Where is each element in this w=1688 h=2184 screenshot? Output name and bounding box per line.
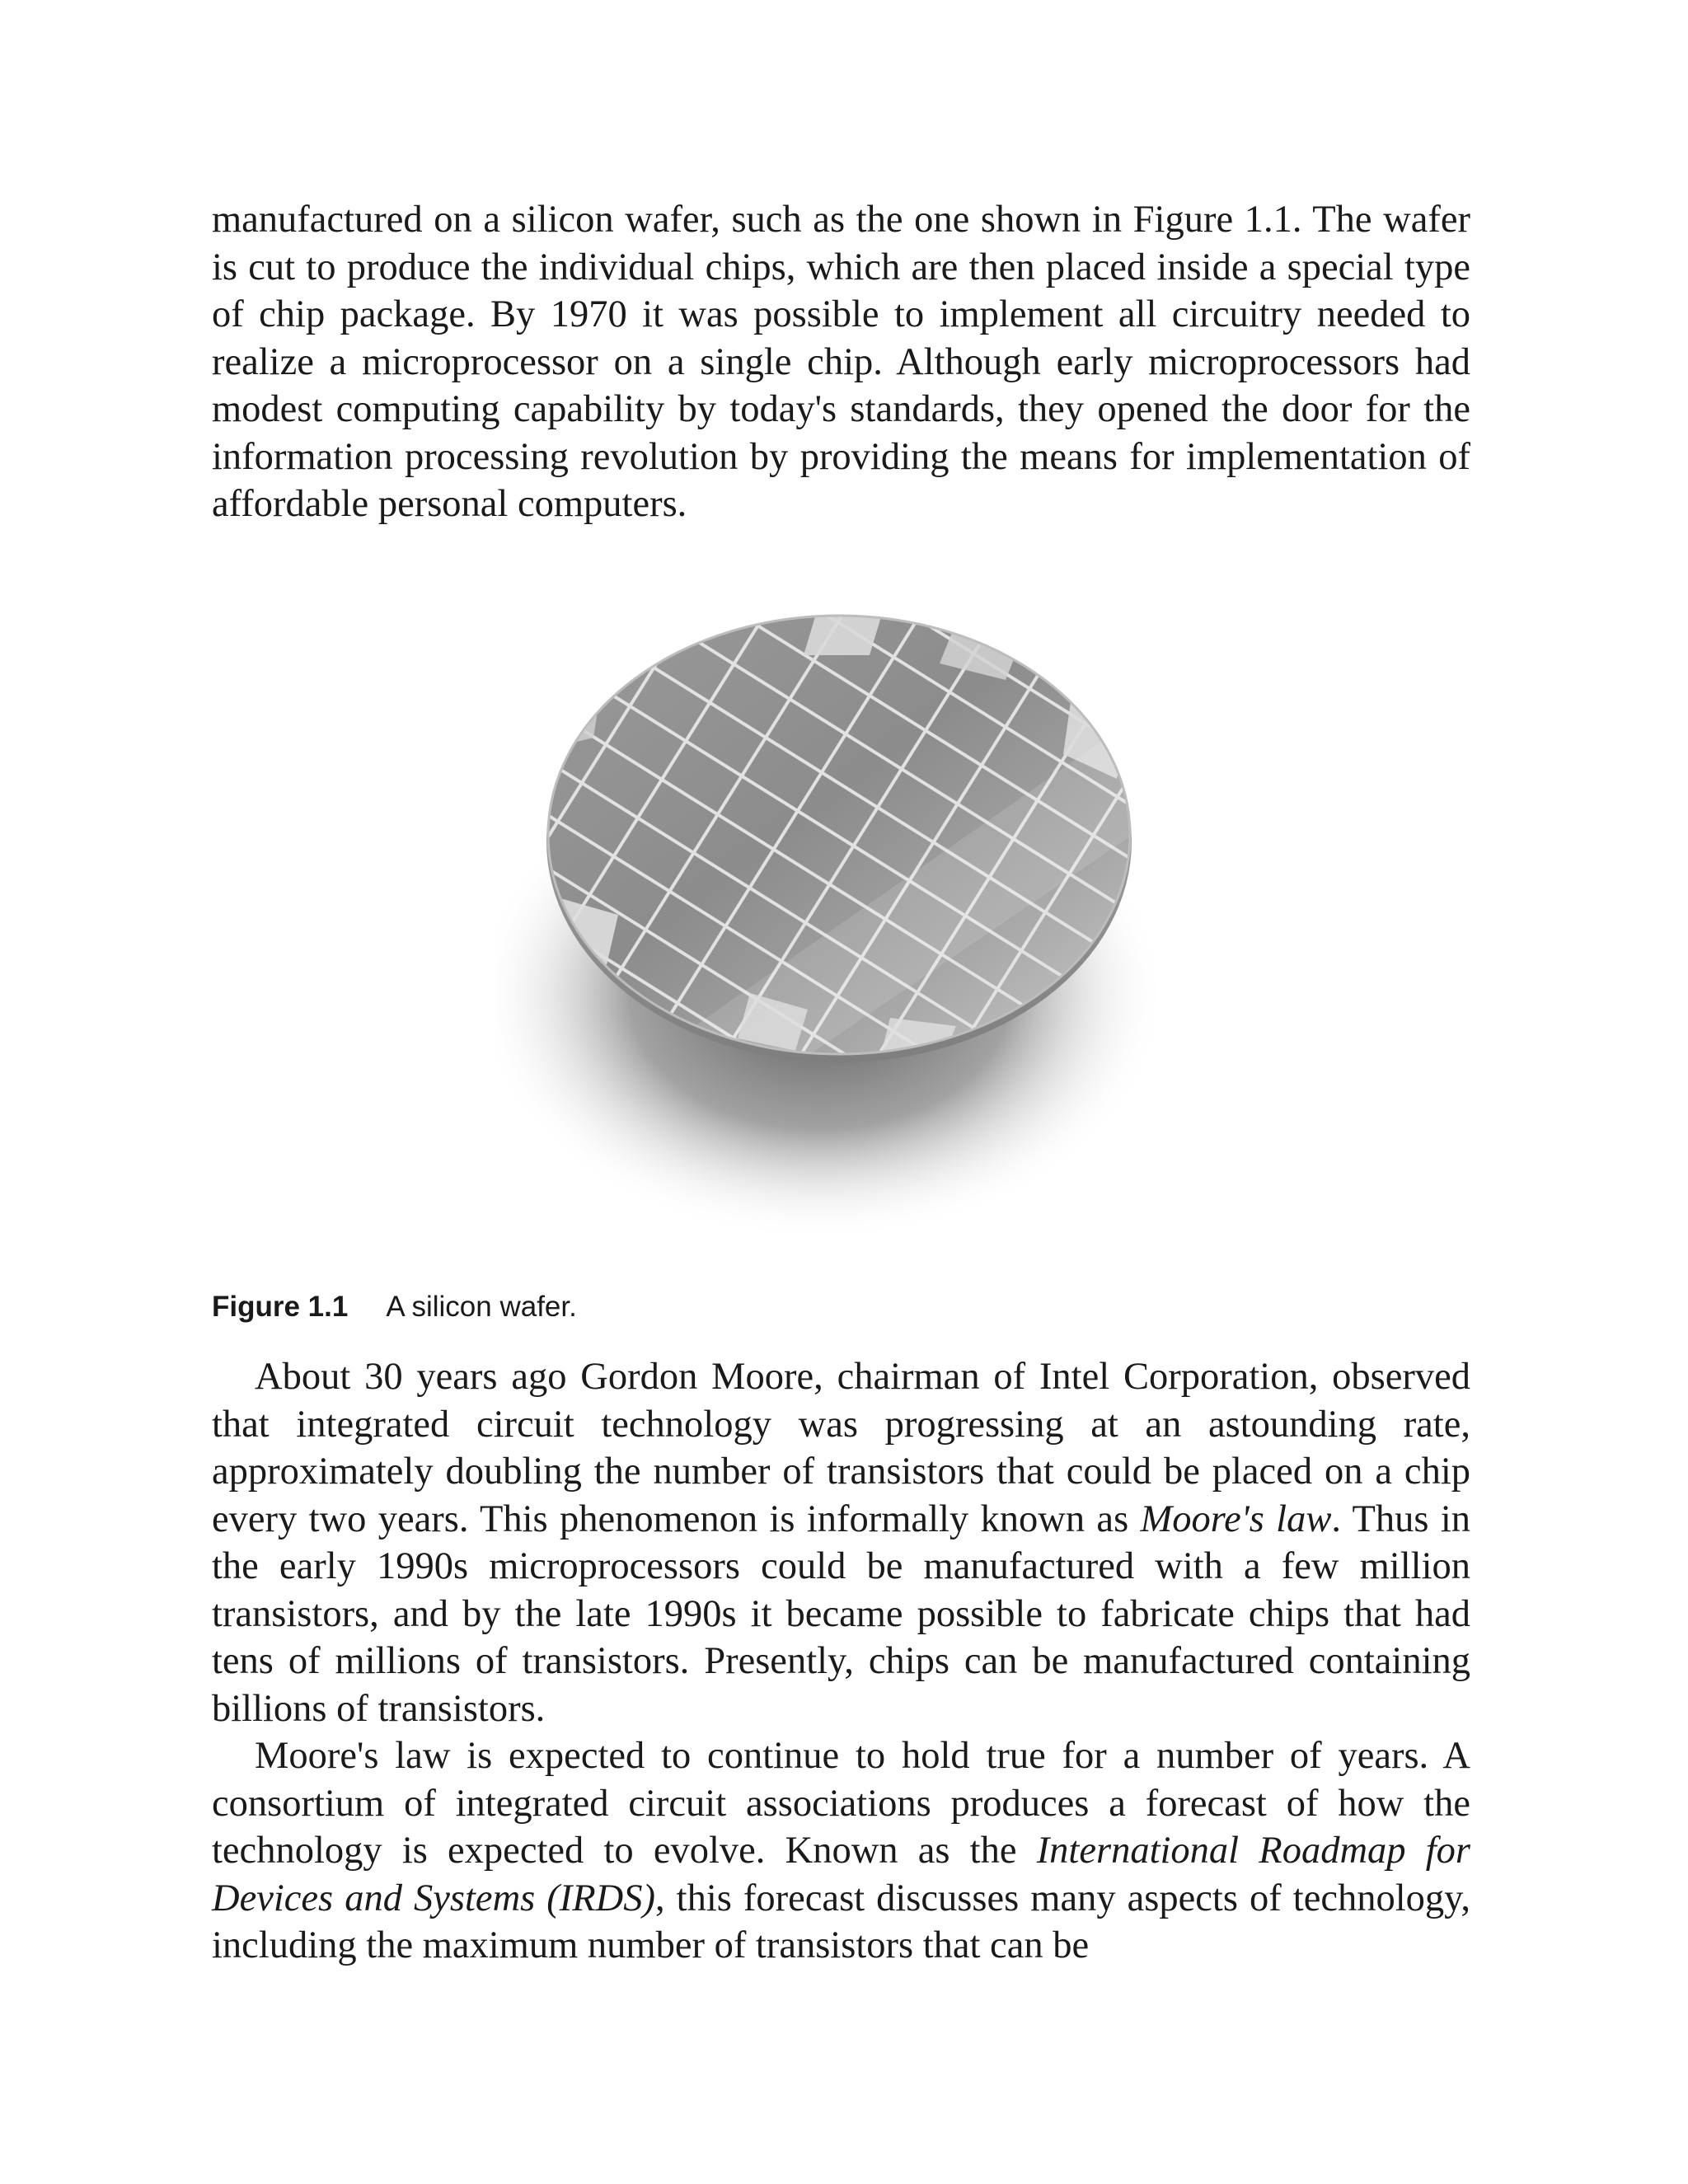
- paragraph-moores-law: [212, 1353, 1470, 1732]
- paragraph-wafer-intro: [212, 196, 1470, 528]
- italic-term: International Roadmap for Devices and Systems (IRDS): [212, 1830, 1470, 1919]
- silicon-wafer-figure: [495, 606, 1187, 1249]
- paragraph-text: . Thus in the early 1990s microprocessors could be manufactured with a few million transistors, and by the late 1990s it became possible to fabricate chips that had tens of millions of transistors. Presently, chips can be manufactured containing billions of transistors.: [212, 1497, 1470, 1730]
- paragraph-text: , this forecast discusses many aspects of technology, including the maximum number of transistors that can be: [212, 1877, 1470, 1966]
- figure-caption: [212, 1290, 577, 1324]
- paragraph-irds: [212, 1732, 1470, 1970]
- silicon-wafer-image: [495, 606, 1187, 1249]
- figure-label: Figure 1.1: [212, 1291, 349, 1323]
- paragraph-text: Moore's law is expected to continue to hold true for a number of years. A consortium of integrated circuit associations produces a forecast of how the technology is expected to evolve. Known as the: [212, 1735, 1470, 1872]
- paragraph-text: About 30 years ago Gordon Moore, chairman of Intel Corporation, observed that integrated circuit technology was progressing at an astounding rate, approximately doubling the number of transistors that could be placed on a chip every two years. This phenomenon is informally known as: [212, 1356, 1470, 1540]
- paragraph-text: manufactured on a silicon wafer, such as the one shown in Figure 1.1. The wafer is cut to produce the individual chips, which are then placed inside a special type of chip package. By 1970 it was possible to implement all circuitry needed to realize a microprocessor on a single chip. Although early microprocessors had modest computing capability by today's standards, they opened the door for the information processing revolution by providing the means for implementation of affordable personal computers.: [212, 199, 1470, 525]
- figure-caption-text: A silicon wafer.: [386, 1291, 577, 1323]
- italic-term: Moore's law: [1140, 1497, 1332, 1540]
